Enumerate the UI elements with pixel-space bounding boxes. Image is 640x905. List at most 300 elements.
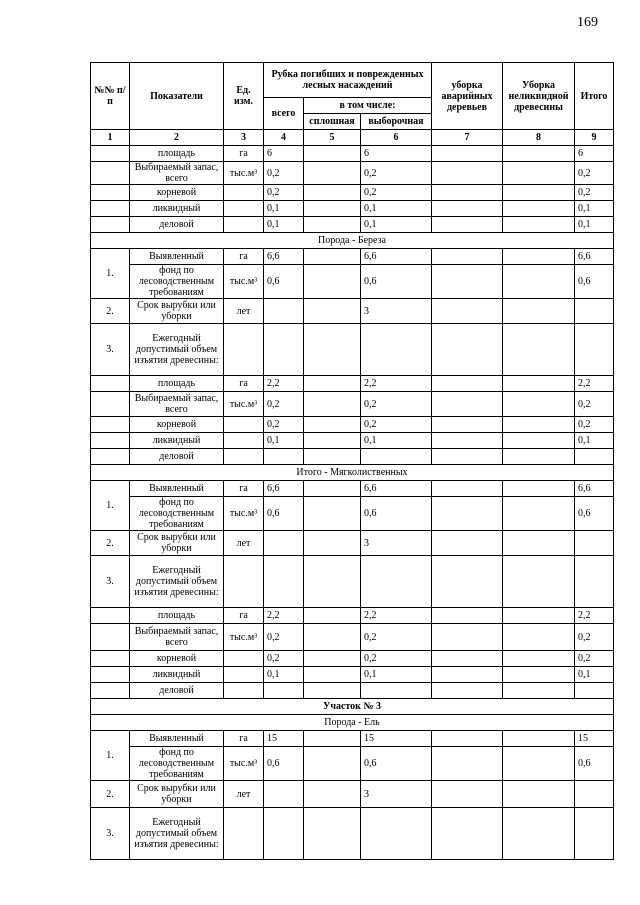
value-illiquid bbox=[503, 265, 575, 299]
value-grand-total bbox=[575, 808, 614, 860]
table-row bbox=[91, 376, 614, 392]
value-illiquid bbox=[503, 449, 575, 465]
value-emergency bbox=[432, 265, 503, 299]
value-grand-total: 6 bbox=[575, 146, 614, 162]
value-emergency bbox=[432, 146, 503, 162]
value-illiquid bbox=[503, 497, 575, 531]
table-row bbox=[91, 624, 614, 651]
value-grand-total: 6,6 bbox=[575, 249, 614, 265]
value-selective: 0,1 bbox=[361, 201, 432, 217]
value-clear bbox=[304, 808, 361, 860]
indicator-label: Ежегодный допустимый объем изъятия древесины: bbox=[130, 556, 224, 608]
header-felling: Рубка погибших и поврежденных лесных насаждений bbox=[264, 63, 432, 98]
value-total: 0,1 bbox=[264, 667, 304, 683]
value-selective: 3 bbox=[361, 299, 432, 324]
column-numbers-row bbox=[91, 130, 614, 146]
value-selective: 0,2 bbox=[361, 417, 432, 433]
value-selective bbox=[361, 683, 432, 699]
row-number: 1. bbox=[91, 731, 130, 781]
value-emergency bbox=[432, 201, 503, 217]
row-number bbox=[91, 683, 130, 699]
value-illiquid bbox=[503, 531, 575, 556]
forest-felling-table bbox=[90, 62, 614, 860]
indicator-label: Выбираемый запас, всего bbox=[130, 624, 224, 651]
value-total: 2,2 bbox=[264, 376, 304, 392]
value-emergency bbox=[432, 683, 503, 699]
value-illiquid bbox=[503, 417, 575, 433]
value-clear bbox=[304, 556, 361, 608]
unit-cell: га bbox=[224, 249, 264, 265]
value-emergency bbox=[432, 497, 503, 531]
table-row bbox=[91, 162, 614, 185]
table-row bbox=[91, 299, 614, 324]
indicator-label: корневой bbox=[130, 417, 224, 433]
section-title: Участок № 3 bbox=[91, 699, 614, 715]
row-number bbox=[91, 417, 130, 433]
table-row bbox=[91, 531, 614, 556]
indicator-label: Срок вырубки или уборки bbox=[130, 531, 224, 556]
value-selective: 6,6 bbox=[361, 249, 432, 265]
value-total: 0,2 bbox=[264, 162, 304, 185]
value-total: 6,6 bbox=[264, 481, 304, 497]
table-row bbox=[91, 683, 614, 699]
value-selective: 0,2 bbox=[361, 162, 432, 185]
indicator-label: Выявленный bbox=[130, 481, 224, 497]
unit-cell: тыс.м³ bbox=[224, 392, 264, 417]
table-row bbox=[91, 201, 614, 217]
unit-cell bbox=[224, 651, 264, 667]
indicator-label: деловой bbox=[130, 449, 224, 465]
value-clear bbox=[304, 731, 361, 747]
value-emergency bbox=[432, 324, 503, 376]
column-number: 9 bbox=[575, 130, 614, 146]
indicator-label: площадь bbox=[130, 146, 224, 162]
indicator-label: ликвидный bbox=[130, 433, 224, 449]
value-illiquid bbox=[503, 781, 575, 808]
value-total: 0,1 bbox=[264, 433, 304, 449]
row-number: 3. bbox=[91, 556, 130, 608]
value-clear bbox=[304, 433, 361, 449]
column-number: 8 bbox=[503, 130, 575, 146]
value-illiquid bbox=[503, 201, 575, 217]
value-total: 0,2 bbox=[264, 392, 304, 417]
section-row bbox=[91, 715, 614, 731]
table-row bbox=[91, 651, 614, 667]
value-emergency bbox=[432, 417, 503, 433]
value-total bbox=[264, 808, 304, 860]
section-row bbox=[91, 233, 614, 249]
row-number bbox=[91, 449, 130, 465]
table-row bbox=[91, 481, 614, 497]
value-clear bbox=[304, 624, 361, 651]
value-grand-total: 0,2 bbox=[575, 185, 614, 201]
value-total bbox=[264, 556, 304, 608]
value-selective: 2,2 bbox=[361, 376, 432, 392]
value-emergency bbox=[432, 731, 503, 747]
value-total: 2,2 bbox=[264, 608, 304, 624]
value-illiquid bbox=[503, 651, 575, 667]
column-number: 1 bbox=[91, 130, 130, 146]
unit-cell: лет bbox=[224, 781, 264, 808]
header-emergency: уборка аварийных деревьев bbox=[432, 63, 503, 130]
unit-cell: тыс.м³ bbox=[224, 497, 264, 531]
header-selective: выборочная bbox=[361, 114, 432, 130]
indicator-label: фонд по лесоводственным требованиям bbox=[130, 497, 224, 531]
table-row bbox=[91, 449, 614, 465]
row-number bbox=[91, 217, 130, 233]
value-grand-total: 6,6 bbox=[575, 481, 614, 497]
value-illiquid bbox=[503, 217, 575, 233]
value-emergency bbox=[432, 747, 503, 781]
indicator-label: фонд по лесоводственным требованиям bbox=[130, 265, 224, 299]
value-emergency bbox=[432, 531, 503, 556]
value-selective: 0,1 bbox=[361, 667, 432, 683]
table-header bbox=[91, 63, 614, 130]
value-clear bbox=[304, 449, 361, 465]
table-row bbox=[91, 667, 614, 683]
indicator-label: Выявленный bbox=[130, 249, 224, 265]
unit-cell bbox=[224, 433, 264, 449]
value-illiquid bbox=[503, 185, 575, 201]
value-clear bbox=[304, 146, 361, 162]
table-row bbox=[91, 146, 614, 162]
page-number: 169 bbox=[577, 15, 598, 30]
row-number bbox=[91, 162, 130, 185]
value-clear bbox=[304, 747, 361, 781]
value-emergency bbox=[432, 376, 503, 392]
table-row bbox=[91, 731, 614, 747]
value-illiquid bbox=[503, 162, 575, 185]
indicator-label: Ежегодный допустимый объем изъятия древесины: bbox=[130, 324, 224, 376]
value-clear bbox=[304, 185, 361, 201]
row-number: 2. bbox=[91, 781, 130, 808]
value-emergency bbox=[432, 185, 503, 201]
value-emergency bbox=[432, 392, 503, 417]
value-selective bbox=[361, 808, 432, 860]
value-illiquid bbox=[503, 683, 575, 699]
value-grand-total: 0,2 bbox=[575, 392, 614, 417]
table-body bbox=[91, 130, 614, 860]
value-illiquid bbox=[503, 146, 575, 162]
table-row bbox=[91, 497, 614, 531]
row-number: 2. bbox=[91, 531, 130, 556]
value-total bbox=[264, 531, 304, 556]
header-unit: Ед. изм. bbox=[224, 63, 264, 130]
value-grand-total: 15 bbox=[575, 731, 614, 747]
table-row bbox=[91, 217, 614, 233]
header-num: №№ п/п bbox=[91, 63, 130, 130]
value-grand-total bbox=[575, 531, 614, 556]
unit-cell bbox=[224, 185, 264, 201]
value-emergency bbox=[432, 781, 503, 808]
value-illiquid bbox=[503, 667, 575, 683]
value-total: 6,6 bbox=[264, 249, 304, 265]
unit-cell: тыс.м³ bbox=[224, 624, 264, 651]
section-title: Порода - Береза bbox=[91, 233, 614, 249]
row-number bbox=[91, 608, 130, 624]
table-row bbox=[91, 433, 614, 449]
unit-cell: га bbox=[224, 731, 264, 747]
value-clear bbox=[304, 651, 361, 667]
value-total: 0,6 bbox=[264, 747, 304, 781]
indicator-label: ликвидный bbox=[130, 667, 224, 683]
indicator-label: фонд по лесоводственным требованиям bbox=[130, 747, 224, 781]
table-row bbox=[91, 781, 614, 808]
unit-cell bbox=[224, 449, 264, 465]
indicator-label: Выбираемый запас, всего bbox=[130, 392, 224, 417]
value-grand-total: 0,1 bbox=[575, 433, 614, 449]
value-clear bbox=[304, 481, 361, 497]
table-row bbox=[91, 417, 614, 433]
value-clear bbox=[304, 531, 361, 556]
value-grand-total bbox=[575, 781, 614, 808]
value-total bbox=[264, 683, 304, 699]
value-emergency bbox=[432, 217, 503, 233]
value-grand-total bbox=[575, 324, 614, 376]
table-row bbox=[91, 392, 614, 417]
table-row bbox=[91, 185, 614, 201]
table-row bbox=[91, 808, 614, 860]
column-number: 7 bbox=[432, 130, 503, 146]
value-total: 0,2 bbox=[264, 624, 304, 651]
value-grand-total: 0,2 bbox=[575, 651, 614, 667]
unit-cell bbox=[224, 417, 264, 433]
unit-cell: га bbox=[224, 608, 264, 624]
value-emergency bbox=[432, 624, 503, 651]
value-emergency bbox=[432, 808, 503, 860]
value-emergency bbox=[432, 449, 503, 465]
value-emergency bbox=[432, 249, 503, 265]
row-number: 1. bbox=[91, 249, 130, 299]
indicator-label: деловой bbox=[130, 217, 224, 233]
row-number bbox=[91, 624, 130, 651]
value-emergency bbox=[432, 556, 503, 608]
value-selective: 0,2 bbox=[361, 624, 432, 651]
value-emergency bbox=[432, 651, 503, 667]
value-illiquid bbox=[503, 249, 575, 265]
value-clear bbox=[304, 417, 361, 433]
section-row bbox=[91, 699, 614, 715]
value-clear bbox=[304, 265, 361, 299]
indicator-label: Выбираемый запас, всего bbox=[130, 162, 224, 185]
indicator-label: ликвидный bbox=[130, 201, 224, 217]
value-total: 6 bbox=[264, 146, 304, 162]
value-emergency bbox=[432, 162, 503, 185]
row-number bbox=[91, 376, 130, 392]
value-clear bbox=[304, 497, 361, 531]
value-total: 0,1 bbox=[264, 217, 304, 233]
value-selective bbox=[361, 324, 432, 376]
value-clear bbox=[304, 683, 361, 699]
value-total bbox=[264, 324, 304, 376]
value-grand-total: 0,2 bbox=[575, 417, 614, 433]
row-number: 2. bbox=[91, 299, 130, 324]
value-clear bbox=[304, 162, 361, 185]
header-incl: в том числе: bbox=[304, 98, 432, 114]
row-number: 3. bbox=[91, 324, 130, 376]
value-clear bbox=[304, 217, 361, 233]
value-grand-total: 0,1 bbox=[575, 201, 614, 217]
value-selective: 0,2 bbox=[361, 185, 432, 201]
row-number bbox=[91, 146, 130, 162]
value-grand-total: 0,1 bbox=[575, 667, 614, 683]
value-selective: 3 bbox=[361, 531, 432, 556]
row-number bbox=[91, 185, 130, 201]
unit-cell: га bbox=[224, 376, 264, 392]
value-clear bbox=[304, 324, 361, 376]
value-total: 0,6 bbox=[264, 265, 304, 299]
unit-cell bbox=[224, 324, 264, 376]
unit-cell bbox=[224, 683, 264, 699]
section-title: Порода - Ель bbox=[91, 715, 614, 731]
value-illiquid bbox=[503, 808, 575, 860]
value-grand-total: 0,6 bbox=[575, 265, 614, 299]
value-grand-total bbox=[575, 449, 614, 465]
value-selective: 0,1 bbox=[361, 217, 432, 233]
value-illiquid bbox=[503, 608, 575, 624]
header-total-all: всего bbox=[264, 98, 304, 130]
unit-cell: лет bbox=[224, 531, 264, 556]
row-number bbox=[91, 392, 130, 417]
indicator-label: площадь bbox=[130, 608, 224, 624]
unit-cell bbox=[224, 556, 264, 608]
header-total: Итого bbox=[575, 63, 614, 130]
column-number: 2 bbox=[130, 130, 224, 146]
value-total: 15 bbox=[264, 731, 304, 747]
table-row bbox=[91, 249, 614, 265]
value-illiquid bbox=[503, 392, 575, 417]
value-total: 0,2 bbox=[264, 185, 304, 201]
value-grand-total: 2,2 bbox=[575, 608, 614, 624]
column-number: 6 bbox=[361, 130, 432, 146]
unit-cell bbox=[224, 667, 264, 683]
value-grand-total bbox=[575, 683, 614, 699]
value-selective: 3 bbox=[361, 781, 432, 808]
table-row bbox=[91, 265, 614, 299]
value-grand-total: 0,2 bbox=[575, 162, 614, 185]
value-illiquid bbox=[503, 556, 575, 608]
indicator-label: деловой bbox=[130, 683, 224, 699]
value-selective: 0,6 bbox=[361, 747, 432, 781]
value-illiquid bbox=[503, 433, 575, 449]
value-illiquid bbox=[503, 624, 575, 651]
indicator-label: Ежегодный допустимый объем изъятия древесины: bbox=[130, 808, 224, 860]
value-selective: 6 bbox=[361, 146, 432, 162]
value-grand-total bbox=[575, 556, 614, 608]
value-grand-total: 2,2 bbox=[575, 376, 614, 392]
unit-cell: тыс.м³ bbox=[224, 265, 264, 299]
value-clear bbox=[304, 376, 361, 392]
value-grand-total: 0,2 bbox=[575, 624, 614, 651]
column-number: 5 bbox=[304, 130, 361, 146]
table-row bbox=[91, 608, 614, 624]
row-number: 1. bbox=[91, 481, 130, 531]
value-emergency bbox=[432, 667, 503, 683]
column-number: 3 bbox=[224, 130, 264, 146]
section-row bbox=[91, 465, 614, 481]
value-clear bbox=[304, 392, 361, 417]
unit-cell: тыс.м³ bbox=[224, 747, 264, 781]
unit-cell bbox=[224, 808, 264, 860]
value-total: 0,2 bbox=[264, 417, 304, 433]
row-number bbox=[91, 667, 130, 683]
table-row bbox=[91, 747, 614, 781]
value-selective: 0,2 bbox=[361, 392, 432, 417]
value-illiquid bbox=[503, 299, 575, 324]
unit-cell: лет bbox=[224, 299, 264, 324]
unit-cell bbox=[224, 217, 264, 233]
value-emergency bbox=[432, 481, 503, 497]
value-selective: 0,6 bbox=[361, 265, 432, 299]
indicator-label: площадь bbox=[130, 376, 224, 392]
indicator-label: корневой bbox=[130, 651, 224, 667]
value-clear bbox=[304, 299, 361, 324]
value-selective: 0,6 bbox=[361, 497, 432, 531]
unit-cell bbox=[224, 201, 264, 217]
header-indicators: Показатели bbox=[130, 63, 224, 130]
column-number: 4 bbox=[264, 130, 304, 146]
value-grand-total bbox=[575, 299, 614, 324]
indicator-label: корневой bbox=[130, 185, 224, 201]
value-illiquid bbox=[503, 731, 575, 747]
value-total: 0,1 bbox=[264, 201, 304, 217]
value-total: 0,6 bbox=[264, 497, 304, 531]
row-number bbox=[91, 651, 130, 667]
header-illiquid: Уборка неликвидной древесины bbox=[503, 63, 575, 130]
value-total bbox=[264, 449, 304, 465]
value-selective: 15 bbox=[361, 731, 432, 747]
indicator-label: Срок вырубки или уборки bbox=[130, 299, 224, 324]
value-grand-total: 0,6 bbox=[575, 497, 614, 531]
value-selective: 2,2 bbox=[361, 608, 432, 624]
value-illiquid bbox=[503, 376, 575, 392]
unit-cell: га bbox=[224, 481, 264, 497]
indicator-label: Срок вырубки или уборки bbox=[130, 781, 224, 808]
value-total bbox=[264, 299, 304, 324]
value-clear bbox=[304, 201, 361, 217]
row-number bbox=[91, 201, 130, 217]
value-clear bbox=[304, 249, 361, 265]
value-clear bbox=[304, 781, 361, 808]
header-clear: сплошная bbox=[304, 114, 361, 130]
value-clear bbox=[304, 608, 361, 624]
section-title: Итого - Мягколиственных bbox=[91, 465, 614, 481]
value-emergency bbox=[432, 608, 503, 624]
unit-cell: га bbox=[224, 146, 264, 162]
table-row bbox=[91, 324, 614, 376]
value-emergency bbox=[432, 433, 503, 449]
value-grand-total: 0,1 bbox=[575, 217, 614, 233]
value-grand-total: 0,6 bbox=[575, 747, 614, 781]
value-selective: 6,6 bbox=[361, 481, 432, 497]
value-selective bbox=[361, 449, 432, 465]
unit-cell: тыс.м³ bbox=[224, 162, 264, 185]
value-selective: 0,2 bbox=[361, 651, 432, 667]
indicator-label: Выявленный bbox=[130, 731, 224, 747]
row-number bbox=[91, 433, 130, 449]
value-emergency bbox=[432, 299, 503, 324]
value-selective bbox=[361, 556, 432, 608]
value-clear bbox=[304, 667, 361, 683]
value-illiquid bbox=[503, 324, 575, 376]
row-number: 3. bbox=[91, 808, 130, 860]
value-selective: 0,1 bbox=[361, 433, 432, 449]
value-illiquid bbox=[503, 481, 575, 497]
value-total: 0,2 bbox=[264, 651, 304, 667]
table-row bbox=[91, 556, 614, 608]
value-illiquid bbox=[503, 747, 575, 781]
value-total bbox=[264, 781, 304, 808]
